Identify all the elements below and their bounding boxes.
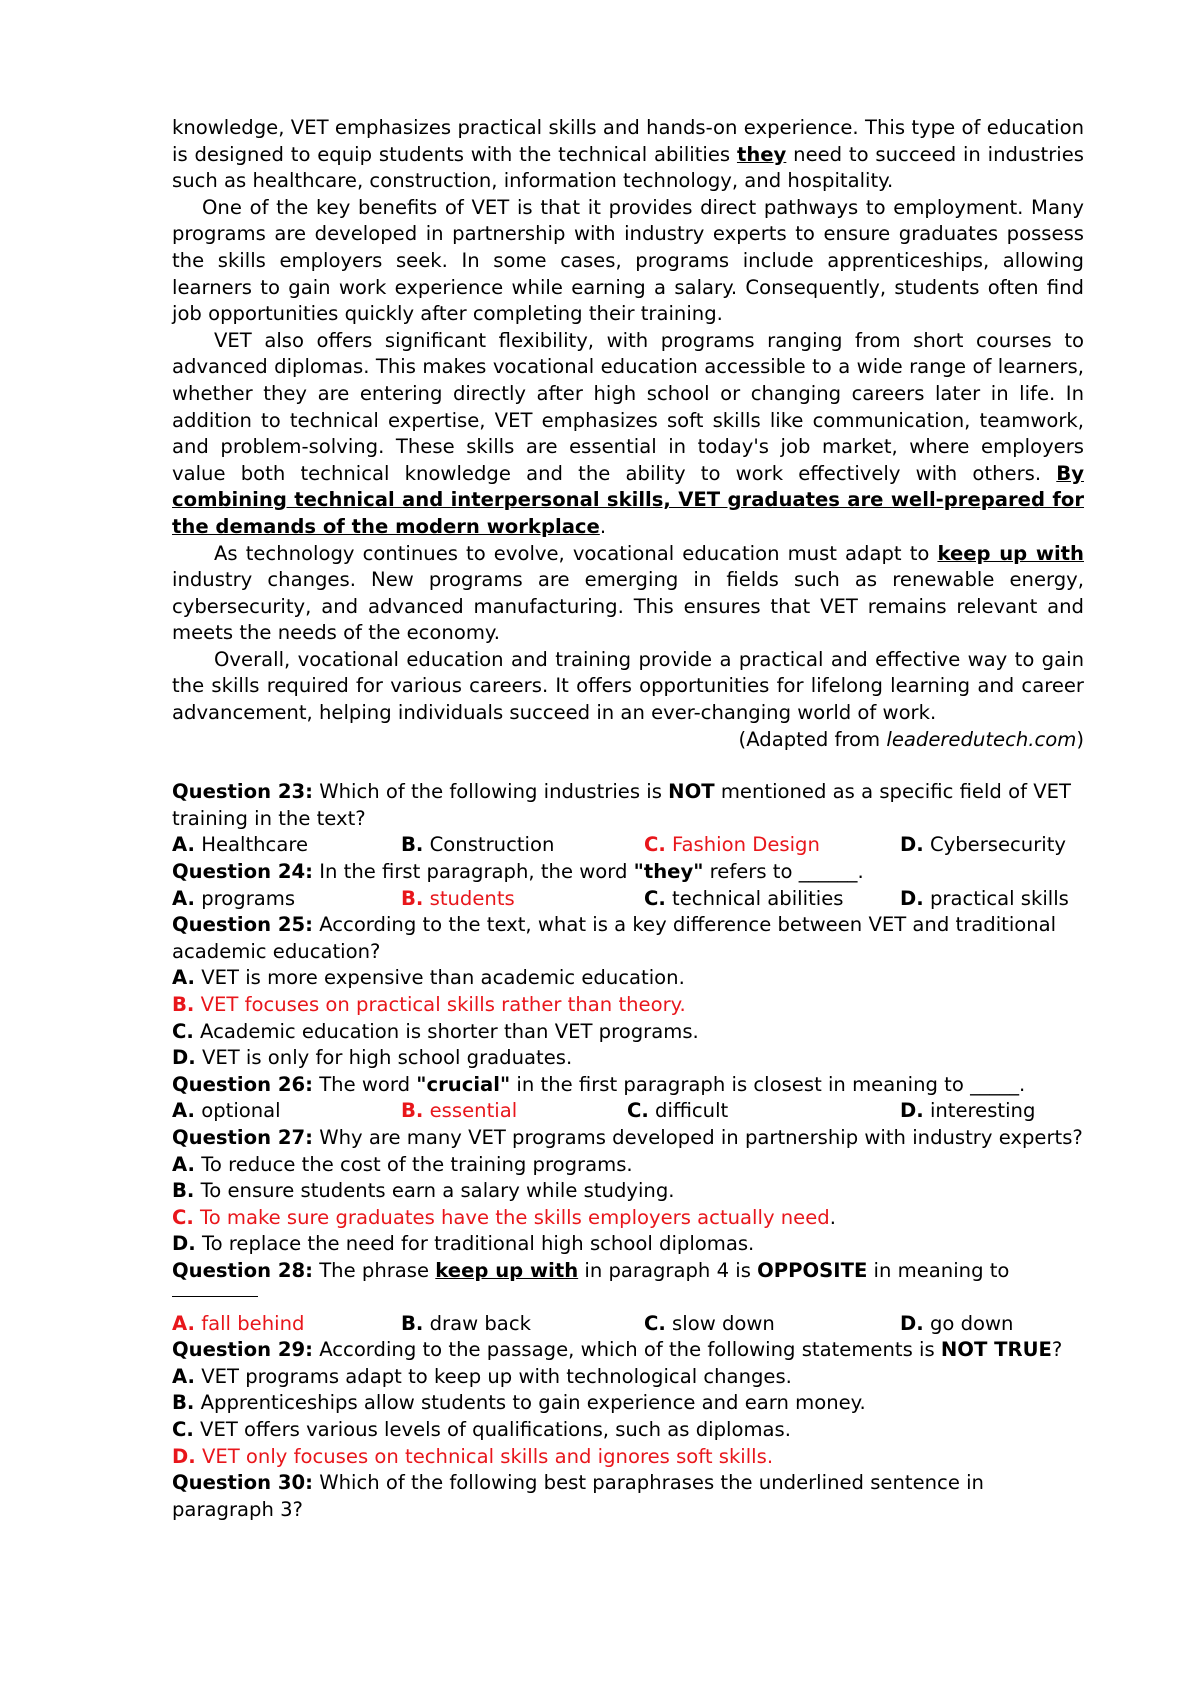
q28-option-a-answer[interactable]: A. fall behind [172, 1311, 305, 1335]
paragraph-2: One of the key benefits of VET is that it provides direct pathways to employment. Many programs are developed in partnership with industry experts to ensure graduates possess the skills employers seek. In some cases, programs include apprenticeships, allowing learners to gain work experience while earning a salary. Consequently, students often find job opportunities quickly after completing their training. [172, 195, 1084, 326]
referent-they: they [736, 142, 787, 166]
q28-option-b[interactable]: B. draw back [401, 1311, 531, 1335]
q24-option-d[interactable]: D. practical skills [900, 886, 1069, 910]
question-26: Question 26: The word "crucial" in the first paragraph is closest in meaning to _____. [172, 1072, 1026, 1096]
question-28-options [172, 1311, 1084, 1338]
q24-option-b-answer[interactable]: B. students [401, 886, 515, 910]
question-26-options [172, 1098, 1084, 1125]
q25-option-b-answer[interactable]: B. VET focuses on practical skills rather than theory. [172, 993, 686, 1016]
q25-option-d[interactable]: D. VET is only for high school graduates. [172, 1046, 573, 1070]
question-27: Question 27: Why are many VET programs developed in partnership with industry experts? [172, 1125, 1083, 1149]
q27-option-a[interactable]: A. To reduce the cost of the training programs. [172, 1152, 633, 1176]
q25-option-c[interactable]: C. Academic education is shorter than VET programs. [172, 1019, 699, 1043]
source-citation: (Adapted from leaderedutech.com) [738, 727, 1084, 751]
q23-option-a[interactable]: A. Healthcare [172, 833, 309, 857]
question-30: Question 30: Which of the following best paraphrases the underlined sentence in paragraph 3? [172, 1471, 984, 1521]
paragraph-1: knowledge, VET emphasizes practical skills and hands-on experience. This type of education is designed to equip students with the technical abilities they need to succeed in industries such as healthcare, construction, information technology, and hospitality. [172, 116, 1084, 193]
q28-option-c[interactable]: C. slow down [644, 1311, 775, 1335]
q28-option-d[interactable]: D. go down [900, 1311, 1014, 1335]
question-29: Question 29: According to the passage, which of the following statements is NOT TRUE? [172, 1338, 1063, 1362]
underlined-sentence: By combining technical and interpersonal skills, VET graduates are well-prepared for the demands of the modern workplace [172, 461, 1084, 538]
question-24: Question 24: In the first paragraph, the word "they" refers to ______. [172, 860, 864, 884]
q27-option-c-answer[interactable]: C. To make sure graduates have the skills employers actually need. [172, 1205, 836, 1229]
q26-option-d[interactable]: D. interesting [900, 1099, 1036, 1123]
question-25: Question 25: According to the text, what is a key difference between VET and traditional academic education? [172, 913, 1057, 963]
q24-option-a[interactable]: A. programs [172, 886, 296, 910]
q29-option-d-answer[interactable]: D. VET only focuses on technical skills and ignores soft skills. [172, 1444, 774, 1468]
document-page [172, 115, 1084, 1523]
q26-option-b-answer[interactable]: B. essential [401, 1099, 518, 1123]
question-28: Question 28: The phrase keep up with in paragraph 4 is OPPOSITE in meaning to [172, 1258, 1010, 1282]
q23-option-c-answer[interactable]: C. Fashion Design [644, 833, 820, 857]
paragraph-4: As technology continues to evolve, vocational education must adapt to keep up with industry changes. New programs are emerging in fields such as renewable energy, cybersecurity, and advanced manufacturing. This ensures that VET remains relevant and meets the needs of the economy. [172, 541, 1084, 645]
q26-option-a[interactable]: A. optional [172, 1099, 281, 1123]
q29-option-a[interactable]: A. VET programs adapt to keep up with technological changes. [172, 1364, 792, 1388]
q29-option-c[interactable]: C. VET offers various levels of qualifications, such as diplomas. [172, 1417, 791, 1441]
q27-option-d[interactable]: D. To replace the need for traditional high school diplomas. [172, 1232, 755, 1256]
question-23-options [172, 832, 1084, 859]
q23-option-b[interactable]: B. Construction [401, 833, 555, 857]
phrase-keep-up-with: keep up with [937, 541, 1084, 565]
q25-option-a[interactable]: A. VET is more expensive than academic education. [172, 966, 685, 990]
answer-blank [172, 1285, 1084, 1311]
paragraph-5: Overall, vocational education and training provide a practical and effective way to gain the skills required for various careers. It offers opportunities for lifelong learning and career advancement, helping individuals succeed in an ever-changing world of work. [172, 647, 1084, 725]
q23-option-d[interactable]: D. Cybersecurity [900, 833, 1067, 857]
question-23: Question 23: Which of the following industries is NOT mentioned as a specific field of VET training in the text? [172, 780, 1071, 830]
q26-option-c[interactable]: C. difficult [627, 1099, 729, 1123]
q29-option-b[interactable]: B. Apprenticeships allow students to gain experience and earn money. [172, 1391, 866, 1415]
q27-option-b[interactable]: B. To ensure students earn a salary while studying. [172, 1179, 675, 1203]
question-24-options [172, 886, 1084, 913]
q24-option-c[interactable]: C. technical abilities [644, 886, 844, 910]
paragraph-3: VET also offers significant flexibility, with programs ranging from short courses to advanced diplomas. This makes vocational education accessible to a wide range of learners, whether they are entering directly after high school or changing careers later in life. In addition to technical expertise, VET emphasizes soft skills like communication, teamwork, and problem-solving. These skills are essential in today's job market, where employers value both technical knowledge and the ability to work effectively with others. By combining technical and interpersonal skills, VET graduates are well-prepared for the demands of the modern workplace. [172, 328, 1084, 538]
